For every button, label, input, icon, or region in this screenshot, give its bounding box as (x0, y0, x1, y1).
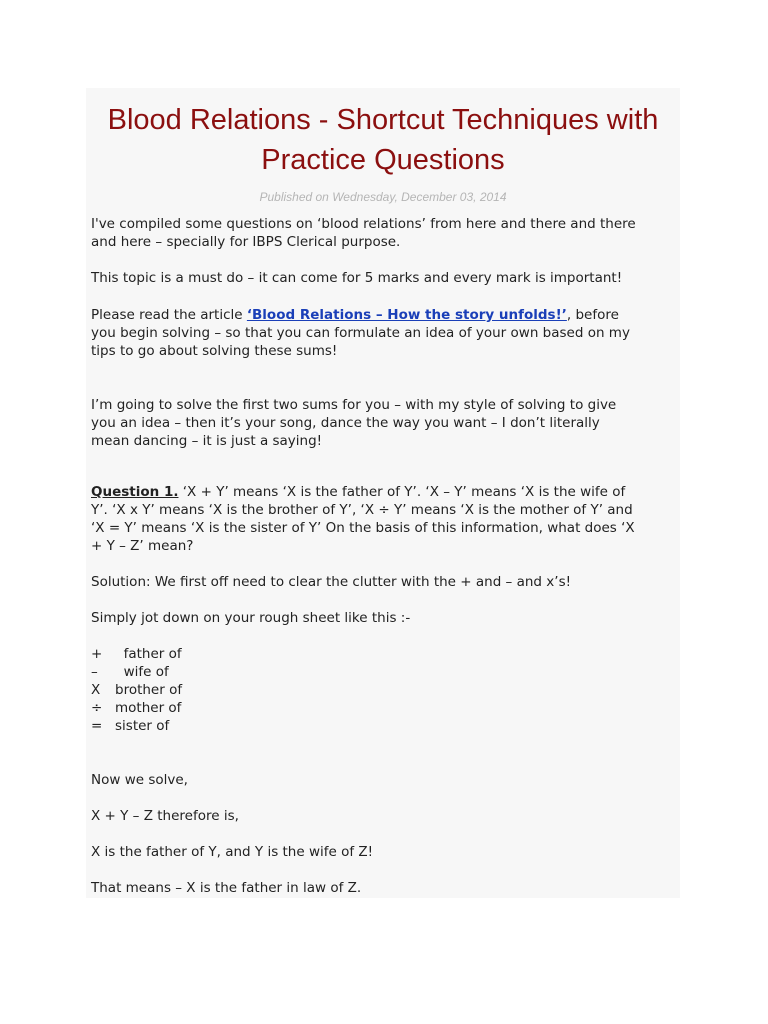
intro-line-2: and here – specially for IBPS Clerical purpose. (91, 234, 401, 250)
intro-paragraph (91, 215, 681, 251)
must-do-paragraph: This topic is a must do – it can come for 5 marks and every mark is important! (91, 270, 623, 286)
read-article-line-3: tips to go about solving these sums! (91, 343, 338, 359)
question-1-paragraph (91, 483, 681, 555)
question-label: Question 1. (91, 484, 179, 500)
expression-paragraph: X + Y – Z therefore is, (91, 808, 239, 824)
intro-line-1: I've compiled some questions on ‘blood relations’ from here and there and there (91, 216, 636, 232)
legend-row-equals (91, 717, 169, 735)
legend-row-times (91, 681, 182, 699)
legend-meaning: wife of (115, 664, 169, 680)
legend-row-minus (91, 663, 169, 681)
read-article-line-1 (91, 306, 681, 324)
legend-meaning: mother of (115, 700, 182, 716)
read-article-paragraph (91, 306, 681, 360)
title-line-1: Blood Relations - Shortcut Techniques with (107, 104, 659, 136)
solve-intro-paragraph (91, 396, 681, 450)
conclusion-paragraph: That means – X is the father in law of Z. (91, 880, 362, 896)
question-line-1 (91, 483, 681, 501)
legend-symbol: = (91, 718, 103, 734)
legend-row-plus (91, 645, 182, 663)
legend-symbol: ÷ (91, 700, 103, 716)
legend-symbol: – (91, 664, 98, 680)
question-line-2: Y’. ‘X x Y’ means ‘X is the brother of Y’, ‘X ÷ Y’ means ‘X is the mother of Y’ and (91, 502, 633, 518)
legend-meaning: sister of (115, 718, 170, 734)
article-link[interactable]: ‘Blood Relations – How the story unfolds!’ (246, 307, 567, 323)
question-first-text: ‘X + Y’ means ‘X is the father of Y’. ‘X – Y’ means ‘X is the wife of (178, 484, 626, 500)
solve-intro-line-1: I’m going to solve the first two sums for you – with my style of solving to give (91, 397, 617, 413)
read-article-line-2: you begin solving – so that you can formulate an idea of your own based on my (91, 325, 630, 341)
read-article-suffix: , before (566, 307, 619, 323)
relation-paragraph: X is the father of Y, and Y is the wife of Z! (91, 844, 374, 860)
legend-symbol: X (91, 682, 101, 698)
legend-meaning: brother of (115, 682, 183, 698)
legend-meaning: father of (115, 646, 182, 662)
question-line-3: ‘X = Y’ means ‘X is the sister of Y’ On the basis of this information, what does ‘X (91, 520, 635, 536)
jot-down-paragraph: Simply jot down on your rough sheet like this :- (91, 610, 411, 626)
solution-paragraph: Solution: We first off need to clear the clutter with the + and – and x’s! (91, 574, 572, 590)
question-line-4: + Y – Z’ mean? (91, 538, 194, 554)
read-article-prefix: Please read the article (91, 307, 247, 323)
now-solve-paragraph: Now we solve, (91, 772, 188, 788)
article-title (86, 100, 680, 180)
solve-intro-line-3: mean dancing – it is just a saying! (91, 433, 323, 449)
solve-intro-line-2: you an idea – then it’s your song, dance the way you want – I don’t literally (91, 415, 600, 431)
legend-symbol: + (91, 646, 103, 662)
published-date: Published on Wednesday, December 03, 2014 (259, 190, 507, 204)
title-line-2: Practice Questions (261, 144, 505, 176)
legend-row-divide (91, 699, 181, 717)
